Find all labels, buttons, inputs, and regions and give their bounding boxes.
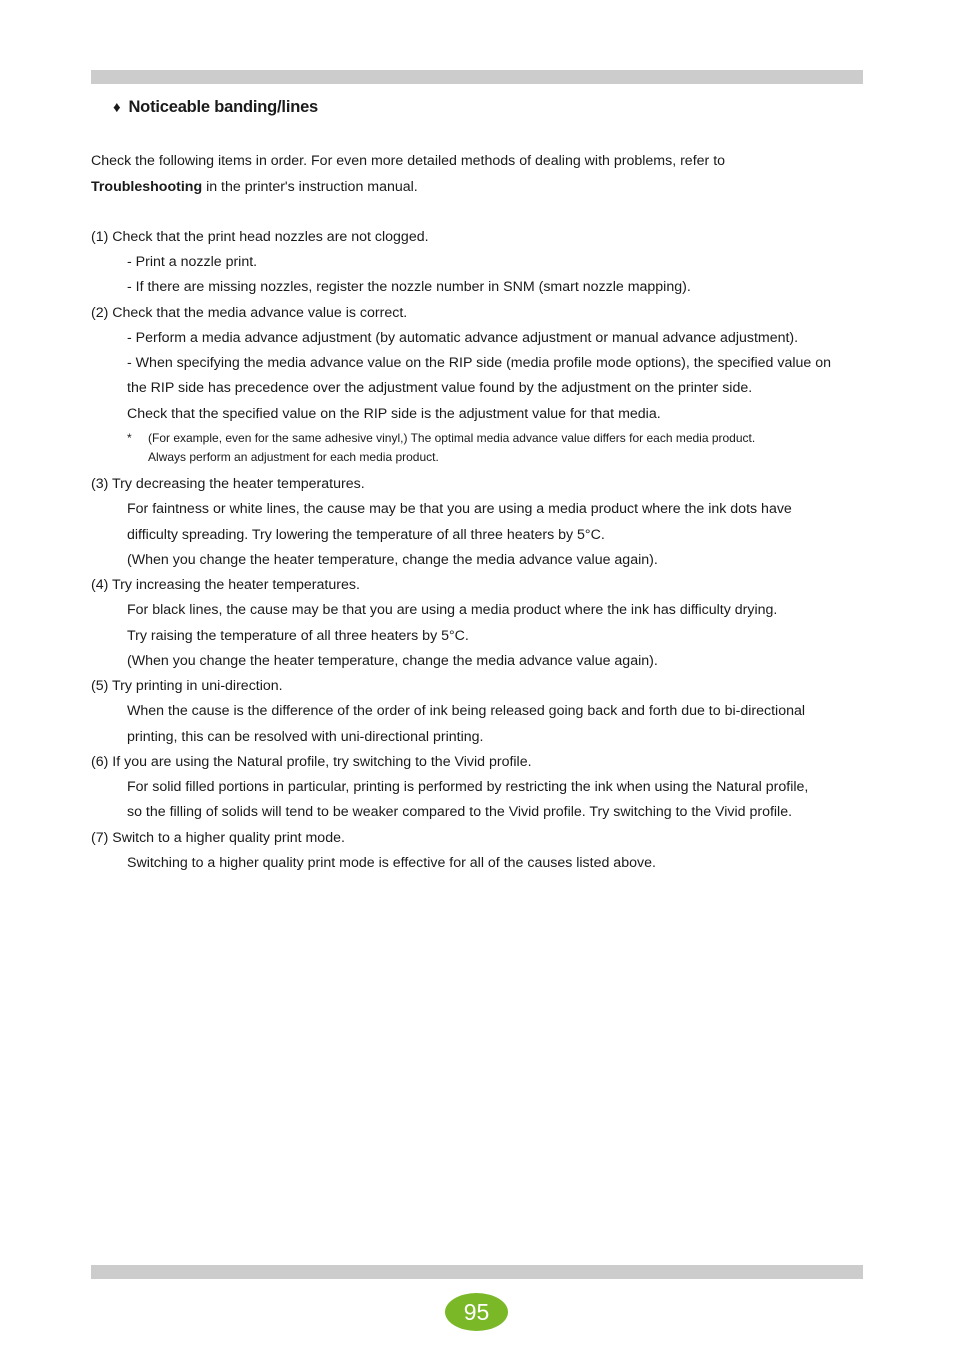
item-1-line: - If there are missing nozzles, register the nozzle number in SNM (smart nozzle mapping).	[127, 279, 691, 295]
troubleshooting-ref: Troubleshooting	[91, 179, 203, 195]
item-5-line: When the cause is the difference of the order of ink being released going back and forth due to bi-directional	[127, 703, 806, 719]
item-3-line: (When you change the heater temperature, change the media advance value again).	[127, 552, 658, 568]
item-4-line: Try raising the temperature of all three heaters by 5°C.	[127, 628, 469, 644]
item-2-line: - Perform a media advance adjustment (by automatic advance adjustment or manual advance adjustment).	[127, 330, 799, 346]
item-2-title: (2) Check that the media advance value is correct.	[91, 305, 408, 321]
item-2-line: the RIP side has precedence over the adjustment value found by the adjustment on the printer side.	[127, 380, 753, 396]
section-heading	[113, 98, 318, 117]
item-4-title: (4) Try increasing the heater temperatures.	[91, 577, 360, 593]
item-3-line: For faintness or white lines, the cause may be that you are using a media product where the ink dots have	[127, 501, 792, 517]
item-5-line: printing, this can be resolved with uni-directional printing.	[127, 729, 484, 745]
item-7-title: (7) Switch to a higher quality print mode.	[91, 830, 345, 846]
item-7-line: Switching to a higher quality print mode is effective for all of the causes listed above.	[127, 855, 656, 871]
header-bar	[91, 70, 863, 84]
item-2-line: Check that the specified value on the RIP side is the adjustment value for that media.	[127, 406, 661, 422]
item-3-title: (3) Try decreasing the heater temperatures.	[91, 476, 365, 492]
item-1-line: - Print a nozzle print.	[127, 254, 258, 270]
note-marker: *	[127, 431, 132, 445]
intro-line-1: Check the following items in order. For even more detailed methods of dealing with problems, refer to	[91, 153, 726, 169]
page-number-badge: 95	[445, 1293, 508, 1331]
item-6-title: (6) If you are using the Natural profile, try switching to the Vivid profile.	[91, 754, 532, 770]
item-6-line: For solid filled portions in particular, printing is performed by restricting the ink when using the Natural profile,	[127, 779, 809, 795]
footer-bar	[91, 1265, 863, 1279]
intro-line-2: Troubleshooting in the printer's instruction manual.	[91, 179, 418, 195]
item-4-line: (When you change the heater temperature, change the media advance value again).	[127, 653, 658, 669]
heading-title: Noticeable banding/lines	[128, 98, 319, 116]
note-line-2: Always perform an adjustment for each media product.	[148, 450, 439, 464]
note-line-1: (For example, even for the same adhesive vinyl,) The optimal media advance value differs for each media product.	[148, 431, 756, 445]
item-4-line: For black lines, the cause may be that you are using a media product where the ink has difficulty drying.	[127, 602, 778, 618]
item-1-title: (1) Check that the print head nozzles are not clogged.	[91, 229, 429, 245]
item-6-line: so the filling of solids will tend to be weaker compared to the Vivid profile. Try switching to the Vivid profile.	[127, 804, 793, 820]
item-2-line: - When specifying the media advance value on the RIP side (media profile mode options), the specified value on	[127, 355, 831, 371]
diamond-icon: ♦	[113, 99, 121, 116]
item-3-line: difficulty spreading. Try lowering the temperature of all three heaters by 5°C.	[127, 527, 605, 543]
item-5-title: (5) Try printing in uni-direction.	[91, 678, 283, 694]
